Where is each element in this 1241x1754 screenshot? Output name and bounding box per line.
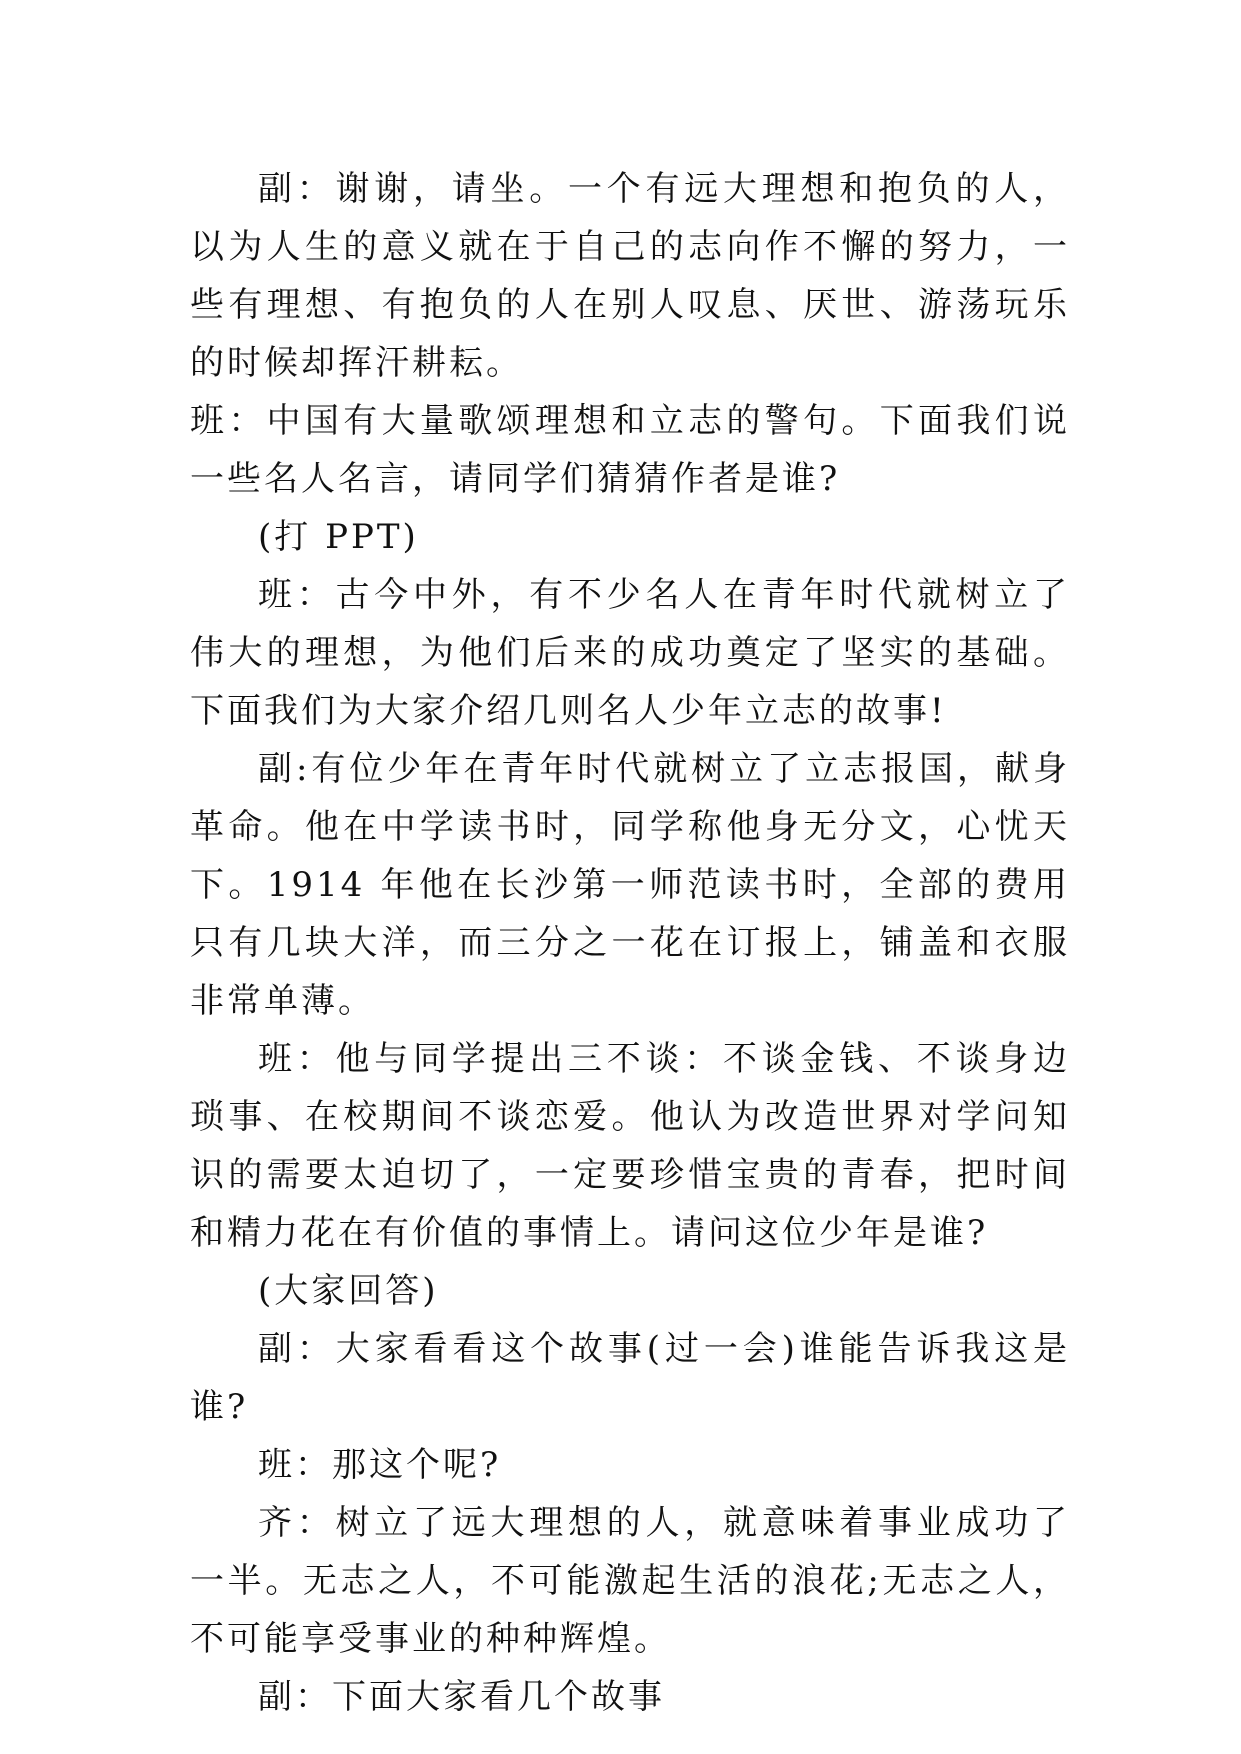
paragraph-6: 班：他与同学提出三不谈：不谈金钱、不谈身边琐事、在校期间不谈恋爱。他认为改造世界对学问知识的需要太迫切了，一定要珍惜宝贵的青春，把时间和精力花在有价值的事情上。请问这位少年是谁? bbox=[190, 1039, 1070, 1253]
paragraph-1: 副：谢谢，请坐。一个有远大理想和抱负的人，以为人生的意义就在于自己的志向作不懈的努力，一些有理想、有抱负的人在别人叹息、厌世、游荡玩乐的时候却挥汗耕耘。 bbox=[190, 169, 1070, 383]
paragraph-2: 班：中国有大量歌颂理想和立志的警句。下面我们说一些名人名言，请同学们猜猜作者是谁? bbox=[190, 401, 1070, 499]
document-body bbox=[190, 160, 1070, 1726]
paragraph-9: 班：那这个呢? bbox=[258, 1445, 502, 1485]
paragraph-8: 副：大家看看这个故事(过一会)谁能告诉我这是谁? bbox=[190, 1329, 1070, 1427]
paragraph-10: 齐：树立了远大理想的人，就意味着事业成功了一半。无志之人，不可能激起生活的浪花;无志之人，不可能享受事业的种种辉煌。 bbox=[190, 1503, 1070, 1659]
paragraph-11: 副：下面大家看几个故事 bbox=[258, 1677, 665, 1717]
paragraph-5: 副:有位少年在青年时代就树立了立志报国，献身革命。他在中学读书时，同学称他身无分文，心忧天下。1914 年他在长沙第一师范读书时，全部的费用只有几块大洋，而三分之一花在订报上，铺盖和衣服非常单薄。 bbox=[190, 749, 1070, 1021]
paragraph-7: (大家回答) bbox=[258, 1271, 439, 1311]
paragraph-3: (打 PPT) bbox=[258, 517, 419, 557]
paragraph-4: 班：古今中外，有不少名人在青年时代就树立了伟大的理想，为他们后来的成功奠定了坚实的基础。下面我们为大家介绍几则名人少年立志的故事! bbox=[190, 575, 1070, 731]
